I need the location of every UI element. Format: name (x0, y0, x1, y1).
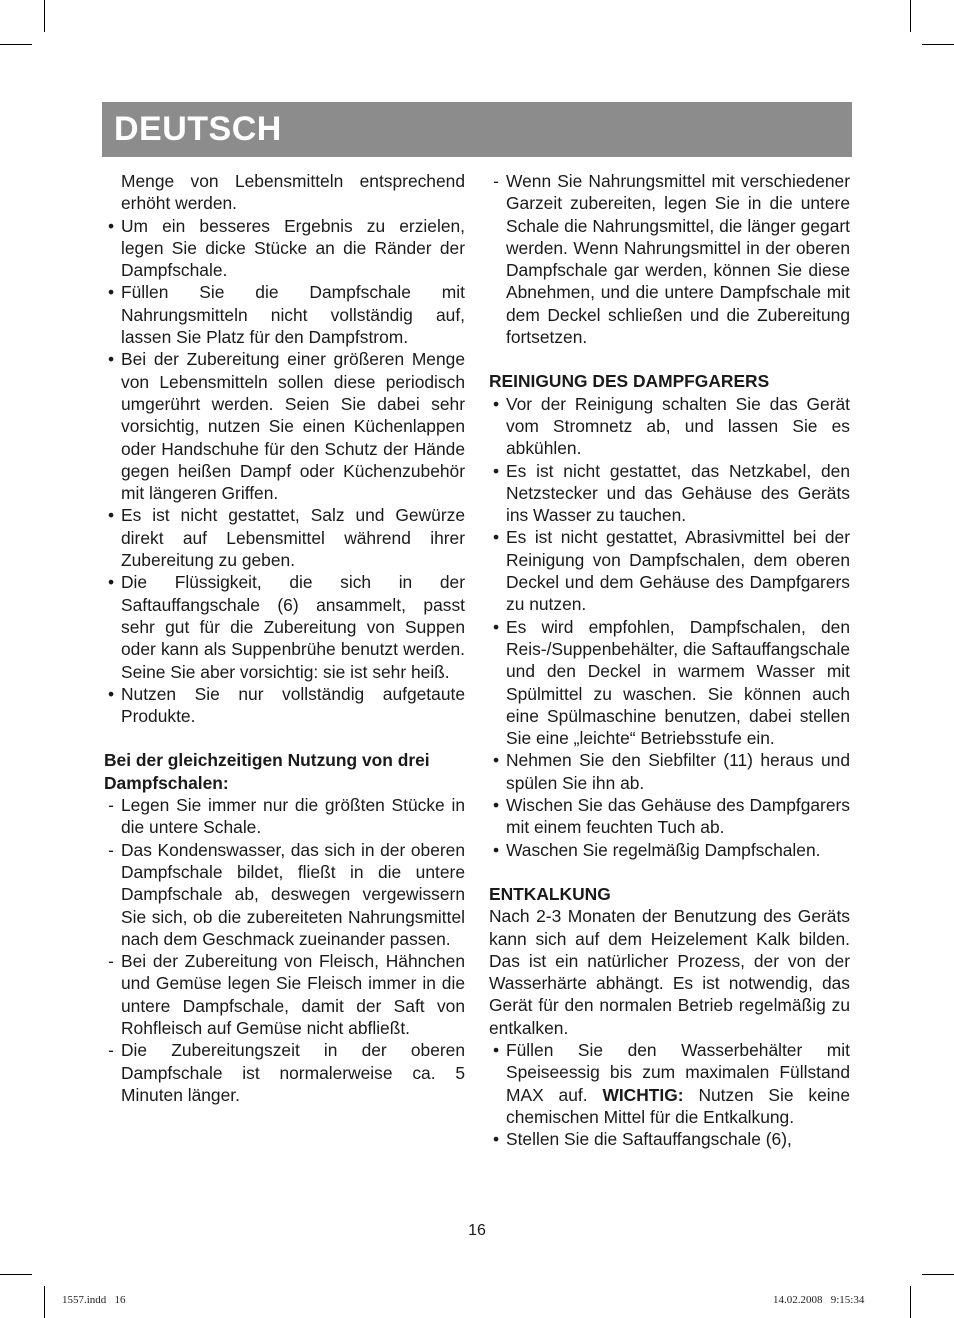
bullet-text: Füllen Sie die Dampfschale mit Nahrungsmitteln nicht vollständig auf, lassen Sie Platz für den Dampfstrom. (121, 282, 465, 348)
bullet-marker: • (492, 527, 500, 548)
crop-mark (0, 1274, 32, 1275)
file-info: 1557.indd 16 (62, 1294, 126, 1306)
bullet-item (489, 749, 850, 794)
left-column (104, 170, 465, 1106)
page-number: 16 (468, 1222, 486, 1239)
bullet-item (104, 504, 465, 571)
bullet-text: Füllen Sie den Wasserbehälter mit Speiseessig bis zum maximalen Füllstand MAX auf. (506, 1039, 850, 1105)
bullet-item (489, 794, 850, 839)
bullet-marker: • (107, 282, 115, 303)
bullet-item (489, 526, 850, 615)
dash-item (104, 950, 465, 1039)
bullet-item (104, 281, 465, 348)
warning-label: WICHTIG: (602, 1084, 684, 1105)
dash-marker: - (108, 1040, 114, 1061)
bullet-marker: • (492, 1129, 500, 1150)
dash-item (489, 170, 850, 348)
dash-marker: - (108, 839, 114, 860)
bullet-marker: • (107, 572, 115, 593)
bullet-marker: • (107, 505, 115, 526)
bullet-text: Um ein besseres Ergebnis zu erzielen, legen Sie dicke Stücke an die Ränder der Dampfschale. (121, 215, 465, 281)
bullet-item (104, 348, 465, 504)
crop-mark (922, 1274, 954, 1275)
bullet-item (489, 393, 850, 460)
dash-text: Bei der Zubereitung von Fleisch, Hähnchen und Gemüse legen Sie Fleisch immer in die untere Dampfschale, damit der Saft von Rohfleisch auf Gemüse nicht abfließt. (121, 951, 465, 1038)
crop-mark (0, 44, 32, 45)
bullet-marker: • (492, 839, 500, 860)
bullet-item (489, 616, 850, 750)
bullet-item (489, 460, 850, 527)
bullet-marker: • (492, 393, 500, 414)
bullet-text: Wischen Sie das Gehäuse des Dampfgarers mit einem feuchten Tuch ab. (506, 795, 850, 838)
cleaning-heading: REINIGUNG DES DAMPFGARERS (489, 371, 770, 392)
print-timestamp: 14.02.2008 9:15:34 (773, 1294, 865, 1306)
crop-mark (910, 0, 911, 32)
bullet-text: Es ist nicht gestattet, das Netzkabel, den Netzstecker und das Gehäuse des Geräts ins Wasser zu tauchen. (506, 460, 850, 526)
dash-item (104, 839, 465, 950)
bullet-item (104, 215, 465, 282)
bullet-text: Vor der Reinigung schalten Sie das Gerät vom Stromnetz ab, und lassen Sie es abkühlen. (506, 393, 850, 459)
bullet-marker: • (107, 215, 115, 236)
descaling-heading: ENTKALKUNG (489, 883, 611, 904)
crop-mark (44, 1286, 45, 1318)
bullet-item (489, 1128, 850, 1150)
dash-item (104, 1039, 465, 1106)
bullet-text: Waschen Sie regelmäßig Dampfschalen. (506, 839, 821, 860)
bullet-marker: • (492, 616, 500, 637)
bullet-text: Nehmen Sie den Siebfilter (11) heraus und spülen Sie ihn ab. (506, 750, 850, 793)
dash-item (104, 794, 465, 839)
dash-text: Die Zubereitungszeit in der oberen Dampfschale ist normalerweise ca. 5 Minuten länger. (121, 1040, 465, 1105)
dash-text: Wenn Sie Nahrungsmittel mit verschiedener Garzeit zubereiten, legen Sie in die untere Schale die Nahrungsmittel, die länger gegart werden. Wenn Nahrungsmittel in der oberen Dampfschale gar werden, können Sie diese Abnehmen, und die untere Dampfschale mit dem Deckel schließen und die Zubereitung fortsetzen. (506, 171, 850, 348)
bullet-item (489, 839, 850, 861)
crop-mark (910, 1286, 911, 1318)
bullet-marker: • (492, 750, 500, 771)
bullet-item (104, 571, 465, 682)
bullet-text: Stellen Sie die Saftauffangschale (6), (506, 1129, 792, 1150)
descaling-intro: Nach 2-3 Monaten der Benutzung des Geräts kann sich auf dem Heizelement Kalk bilden. Das ist ein natürlicher Prozess, der von der Wasserhärte abhängt. Es ist notwendig, das Gerät für den normalen Betrieb regelmäßig zu entkalken. (489, 906, 850, 1038)
dash-text: Legen Sie immer nur die größten Stücke in die untere Schale. (121, 795, 465, 838)
bullet-marker: • (492, 795, 500, 816)
right-column (489, 170, 850, 1150)
dash-text: Das Kondenswasser, das sich in der oberen Dampfschale bildet, fließt in die untere Dampfschale ab, deswegen vergewissern Sie sich, ob die zubereiteten Nahrungsmittel nach dem Geschmack zueinander passen. (121, 839, 465, 949)
section-header-bar (102, 102, 852, 157)
bullet-text: Es ist nicht gestattet, Abrasivmittel bei der Reinigung von Dampfschalen, dem oberen Deckel und dem Gehäuse des Dampfgarers zu nutzen. (506, 527, 850, 615)
bullet-marker: • (107, 683, 115, 704)
page-title: DEUTSCH (114, 110, 282, 148)
dash-marker: - (108, 951, 114, 972)
bullet-text: Es ist nicht gestattet, Salz und Gewürze direkt auf Lebensmittel während ihrer Zubereitung zu geben. (121, 505, 465, 571)
dash-marker: - (108, 795, 114, 816)
crop-mark (44, 0, 45, 32)
bullet-marker: • (107, 349, 115, 370)
bullet-marker: • (492, 460, 500, 481)
bullet-text: Es wird empfohlen, Dampfschalen, den Reis-/Suppenbehälter, die Saftauffangschale und den Deckel in warmem Wasser mit Spülmittel zu waschen. Sie können auch eine Spülmaschine benutzen, dabei stellen Sie eine „leichte“ Betriebsstufe ein. (506, 616, 850, 749)
bullet-text: Nutzen Sie nur vollständig aufgetaute Produkte. (121, 683, 465, 727)
continued-paragraph: Menge von Lebensmitteln entsprechend erhöht werden. (121, 171, 465, 214)
section-heading: Bei der gleichzeitigen Nutzung von drei Dampfschalen: (104, 750, 430, 793)
dash-marker: - (493, 171, 499, 191)
bullet-item (489, 1039, 850, 1128)
crop-mark (922, 44, 954, 45)
bullet-text: Die Flüssigkeit, die sich in der Saftauffangschale (6) ansammelt, passt sehr gut für die Zubereitung von Suppen oder kann als Suppenbrühe benutzt werden. Seine Sie aber vorsichtig: sie ist sehr heiß. (121, 572, 465, 682)
bullet-text-tail: Nutzen Sie keine chemischen Mittel für die Entkalkung. (506, 1084, 850, 1127)
bullet-marker: • (492, 1039, 500, 1060)
bullet-text: Bei der Zubereitung einer größeren Menge von Lebensmitteln sollen diese periodisch umgerührt werden. Seien Sie dabei sehr vorsichtig, nutzen Sie einen Küchenlappen oder Handschuhe für den Schutz der Hände gegen heißen Dampf oder Küchenzubehör mit längeren Griffen. (121, 349, 465, 504)
bullet-item (104, 683, 465, 728)
